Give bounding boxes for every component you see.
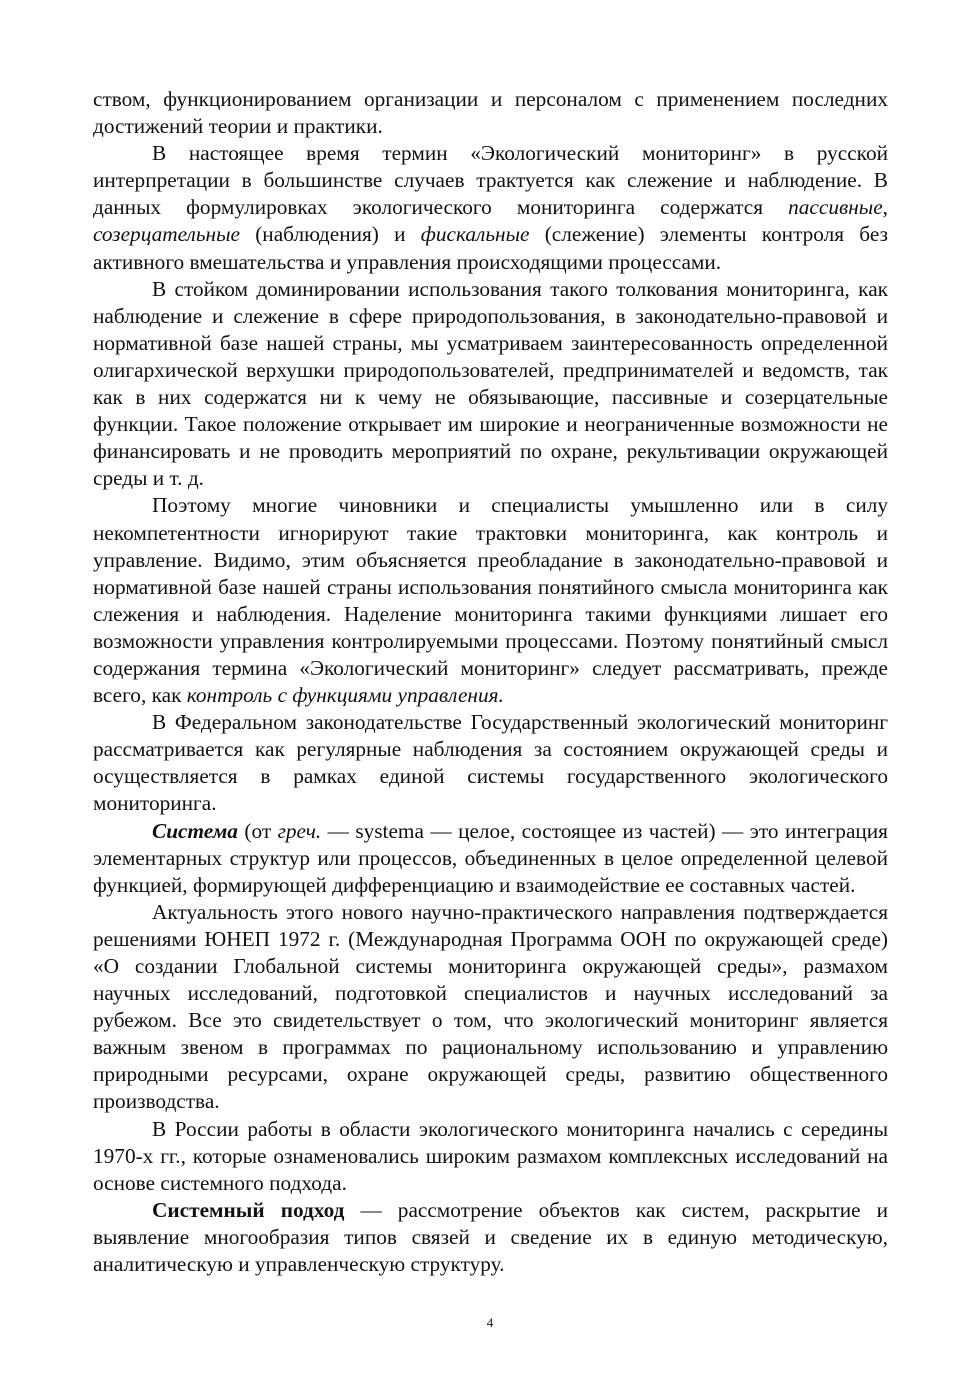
italic-greek-abbr: греч. bbox=[277, 818, 322, 843]
italic-term-contemplative: созерцательные bbox=[93, 222, 240, 247]
italic-control-phrase: контроль с функциями управления. bbox=[186, 683, 504, 708]
paragraph-4: В Федеральном законодательстве Государственный экологический мониторинг рассматривается как регулярные наблюдения за состоянием окружающей среды и осуществляется в рамках единой системы государственного экологического мониторинга. bbox=[93, 710, 888, 816]
paragraph-1-text-a: В настоящее время термин «Экологический мониторинг» в русской интерпретации в большинстве случаев трактуется как слежение и наблюдение. В данных формулировках экологического мониторинга содержатся bbox=[93, 141, 888, 220]
paragraph-7: В России работы в области экологического мониторинга начались с середины 1970-х гг., которые ознаменовались широким размахом комплексных исследований на основе системного подхода. bbox=[93, 1116, 888, 1195]
paragraph-1-text-b: , bbox=[882, 195, 888, 220]
document-body bbox=[93, 86, 888, 1278]
paragraph-6: Актуальность этого нового научно-практического направления подтверждается решениями ЮНЕП 1972 г. (Международная Программа ООН по окружающей среде) «О создании Глобальной системы мониторинга окружающей среды», размахом научных исследований, подготовкой специалистов и научных исследований за рубежом. Все это свидетельствует о том, что экологический мониторинг является важным звеном в программах по рациональному использованию и управлению природными ресурсами, охране окружающей среды, развитию общественного производства. bbox=[93, 899, 888, 1114]
paragraph-1-text-d: (слежение) элементы контроля без активного вмешательства и управления происходящими процессами. bbox=[93, 222, 888, 274]
paragraph-8-text-a: — рассмотрение объектов как систем, раскрытие и выявление многообразия типов связей и сведение их в единую методическую, аналитическую и управленческую структуру. bbox=[93, 1197, 888, 1277]
italic-term-passive: пассивные bbox=[788, 195, 883, 220]
paragraph-8 bbox=[93, 1197, 888, 1278]
paragraph-5-text-b: — systema — целое, состоящее из частей) — это интеграция элементарных структур или процессов, объединенных в целое определенной целевой функцией, формирующей дифференциацию и взаимодействие ее составных частей. bbox=[93, 818, 888, 897]
italic-term-fiscal: фискальные bbox=[420, 222, 530, 247]
term-system: Система bbox=[152, 818, 238, 843]
term-system-approach: Системный подход bbox=[152, 1197, 345, 1222]
paragraph-1 bbox=[93, 140, 888, 275]
paragraph-0: ством, функционированием организации и персоналом с применением последних достижений теории и практики. bbox=[93, 87, 888, 139]
paragraph-3 bbox=[93, 492, 888, 709]
paragraph-5-text-a: (от bbox=[237, 818, 278, 843]
paragraph-2: В стойком доминировании использования такого толкования мониторинга, как наблюдение и слежение в сфере природопользования, в законодательно-правовой и нормативной базе нашей страны, мы усматриваем заинтересованность определенной олигархической верхушки природопользователей, предпринимателей и ведомств, так как в них содержатся ни к чему не обязывающие, пассивные и созерцательные функции. Такое положение открывает им широкие и неограниченные возможности не финансировать и не проводить мероприятий по охране, рекультивации окружающей среды и т. д. bbox=[93, 276, 888, 491]
paragraph-1-text-c: (наблюдения) и bbox=[239, 222, 421, 247]
paragraph-5 bbox=[93, 818, 888, 899]
page-number: 4 bbox=[486, 1315, 494, 1330]
paragraph-3-text-a: Поэтому многие чиновники и специалисты умышленно или в силу некомпетентности игнорируют такие трактовки мониторинга, как контроль и управление. Видимо, этим объясняется преобладание в законодательно-правовой и нормативной базе нашей страны использования понятийного смысла мониторинга как слежения и наблюдения. Наделение мониторинга такими функциями лишает его возможности управления контролируемыми процессами. Поэтому понятийный смысл содержания термина «Экологический мониторинг» следует рассматривать, прежде всего, как bbox=[93, 493, 888, 708]
